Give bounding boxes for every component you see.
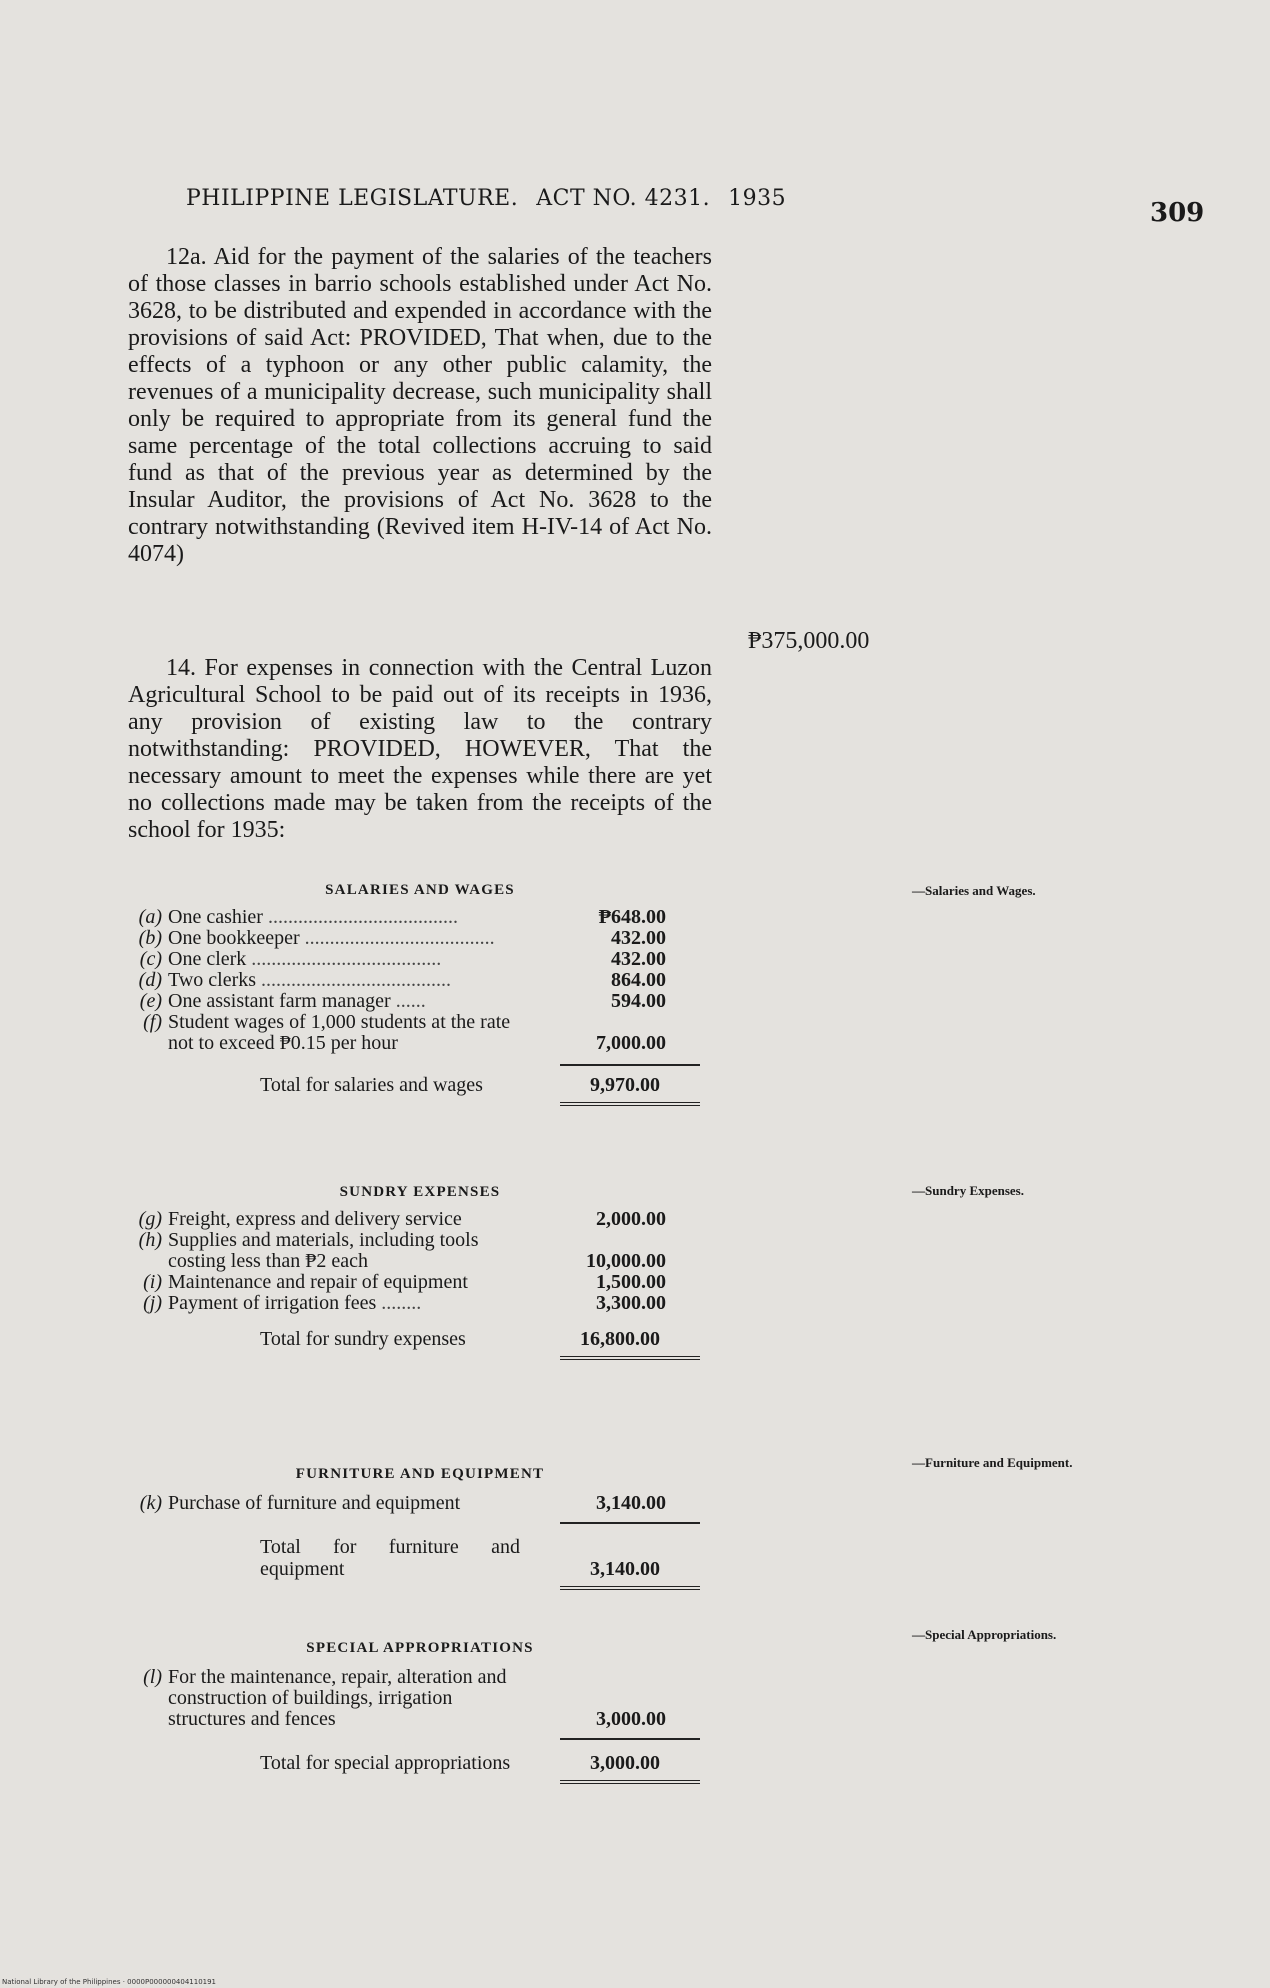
section-special [128,1640,712,1786]
item-label: (b) [138,927,162,949]
total-value: 16,800.00 [580,1328,660,1350]
section-title-sundry: SUNDRY EXPENSES [339,1184,501,1200]
scan-footer: National Library of the Philippines · 0000P000000404110191 [2,1978,217,1986]
header-act: ACT NO. 4231. [536,186,711,211]
item-desc: Student wages of 1,000 students at the rate not to exceed ₱0.15 per hour [168,1012,511,1054]
item-label: (e) [139,990,162,1012]
list-item [128,949,712,970]
item-desc: For the maintenance, repair, alteration and construction of buildings, irrigation structures and fences [168,1667,507,1730]
item-value: ₱648.00 [598,906,666,928]
section-title-salaries: SALARIES AND WAGES [325,882,515,898]
subtotal-rule [560,1522,700,1524]
item-value: 432.00 [611,927,666,949]
item-label: (g) [138,1208,162,1230]
total-row [128,1328,712,1350]
total-double-rule [560,1102,700,1108]
running-header [186,186,846,211]
item-value: 432.00 [611,948,666,970]
total-double-rule [560,1586,700,1592]
total-row [128,1536,712,1580]
item-desc: Freight, express and delivery service [168,1209,462,1230]
margin-note-furniture: —Furniture and Equipment. [912,1455,1073,1470]
total-label: Total for special appropriations [260,1752,511,1774]
item-label: (c) [139,948,162,970]
header-legislature: PHILIPPINE LEGISLATURE. [186,186,519,211]
item-value: 7,000.00 [596,1032,666,1054]
item-label: (i) [143,1271,162,1293]
item-value: 3,300.00 [596,1292,666,1314]
item-desc: Supplies and materials, including tools costing less than ₱2 each [168,1230,479,1272]
list-item [128,1272,712,1293]
list-item [128,1012,712,1054]
item-label: (l) [143,1666,162,1688]
list-item [128,1667,712,1730]
total-label: Total for furniture and equipment [260,1536,520,1580]
item-value: 3,000.00 [596,1708,666,1730]
paragraph-14 [128,655,712,844]
list-item [128,907,712,928]
item-value: 864.00 [611,969,666,991]
total-value: 3,000.00 [590,1752,660,1774]
subtotal-rule [560,1738,700,1740]
list-item [128,1293,712,1314]
item-label: (h) [138,1229,162,1251]
paragraph-14-text: 14. For expenses in connection with the Central Luzon Agricultural School to be paid out of its receipts in 1936, any provision of existing law to the contrary notwithstanding: PROVIDED, HOWEVER, That the necessary amount to meet the expenses while there are yet no collections made may be taken from the receipts of the school for 1935: [128,655,712,843]
item-value: 3,140.00 [596,1492,666,1514]
section-salaries [128,882,712,1108]
section-title-furniture: FURNITURE AND EQUIPMENT [295,1466,545,1482]
item-desc: One assistant farm manager ...... [168,991,426,1012]
item-label: (f) [143,1011,162,1033]
item-label: (a) [138,906,162,928]
item-desc: One clerk ...................................... [168,949,442,970]
list-item [128,928,712,949]
page-number: 309 [1150,198,1205,228]
paragraph-12a-text: 12a. Aid for the payment of the salaries of the teachers of those classes in barrio schools established under Act No. 3628, to be distributed and expended in accordance with the provisions of said Act: PROVIDED, That when, due to the effects of a typhoon or any other public calamity, the revenues of a municipality decrease, such municipality shall only be required to appropriate from its general fund the same percentage of the total collections accruing to said fund as that of the previous year as determined by the Insular Auditor, the provisions of Act No. 3628 to the contrary notwithstanding (Revived item H-IV-14 of Act No. 4074) [128,244,712,567]
item-value: 2,000.00 [596,1208,666,1230]
item-label: (d) [138,969,162,991]
paragraph-12a-amount: ₱375,000.00 [748,628,870,654]
total-row [128,1752,712,1774]
item-value: 594.00 [611,990,666,1012]
item-desc: Payment of irrigation fees ........ [168,1293,422,1314]
list-item [128,1209,712,1230]
item-value: 10,000.00 [586,1250,666,1272]
item-label: (k) [139,1492,162,1514]
list-item [128,991,712,1012]
list-item [128,970,712,991]
list-item [128,1230,712,1272]
paragraph-12a [128,244,712,568]
item-desc: One cashier ...................................... [168,907,458,928]
total-value: 3,140.00 [590,1558,660,1580]
total-label: Total for salaries and wages [260,1074,483,1096]
section-sundry [128,1184,712,1362]
total-row [128,1074,712,1096]
total-double-rule [560,1356,700,1362]
item-desc: Two clerks ...................................... [168,970,452,991]
item-value: 1,500.00 [596,1271,666,1293]
total-double-rule [560,1780,700,1786]
margin-note-sundry: —Sundry Expenses. [912,1183,1024,1198]
header-year: 1935 [728,186,787,211]
total-label: Total for sundry expenses [260,1328,466,1350]
margin-note-salaries: —Salaries and Wages. [912,883,1036,898]
item-label: (j) [143,1292,162,1314]
item-desc: Purchase of furniture and equipment [168,1493,461,1514]
section-title-special: SPECIAL APPROPRIATIONS [306,1640,534,1656]
margin-note-special: —Special Appropriations. [912,1627,1057,1642]
item-desc: Maintenance and repair of equipment [168,1272,468,1293]
item-desc: One bookkeeper ...................................... [168,928,495,949]
total-value: 9,970.00 [590,1074,660,1096]
section-furniture [128,1466,712,1592]
subtotal-rule [560,1064,700,1066]
list-item [128,1493,712,1514]
